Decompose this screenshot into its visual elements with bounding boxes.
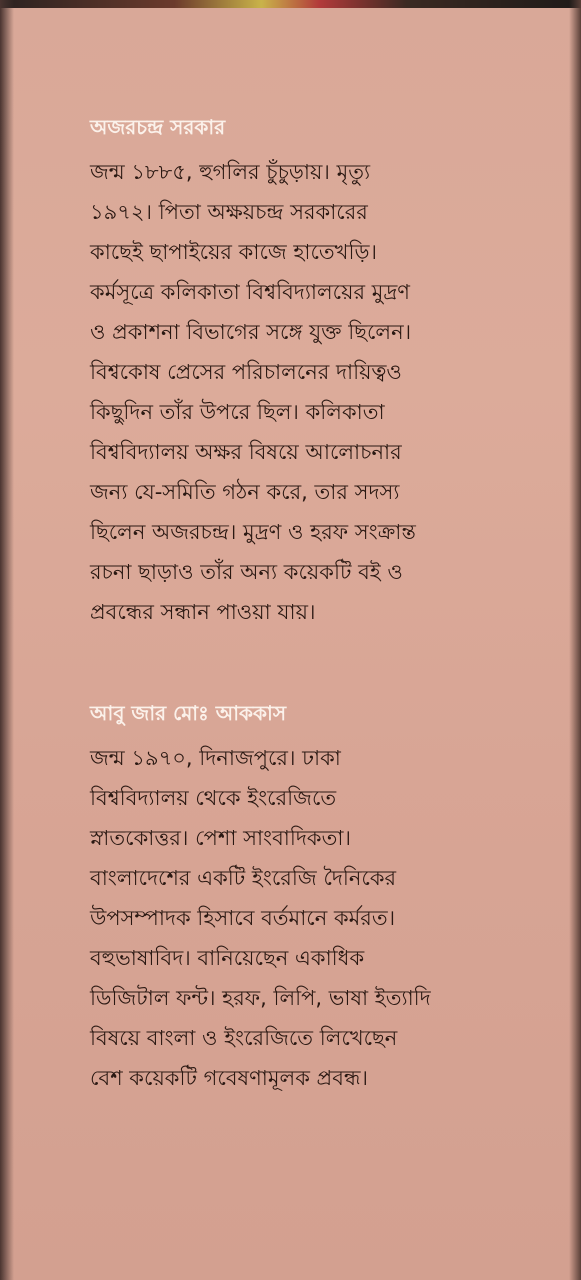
bio-line: বিষয়ে বাংলা ও ইংরেজিতে লিখেছেন <box>90 1026 398 1050</box>
top-edge-strip <box>0 0 581 8</box>
author-bio-text <box>90 152 550 632</box>
bio-line: বহুভাষাবিদ। বানিয়েছেন একাধিক <box>90 946 365 970</box>
left-edge-shadow <box>0 0 14 1280</box>
bio-line: ছিলেন অজরচন্দ্র। মুদ্রণ ও হরফ সংক্রান্ত <box>90 520 416 544</box>
bio-line: জন্ম ১৯৭০, দিনাজপুরে। ঢাকা <box>90 746 341 770</box>
bio-line: স্নাতকোত্তর। পেশা সাংবাদিকতা। <box>90 826 351 850</box>
bio-line: বিশ্ববিদ্যালয় থেকে ইংরেজিতে <box>90 786 337 810</box>
bio-line: বেশ কয়েকটি গবেষণামূলক প্রবন্ধ। <box>90 1066 369 1090</box>
bio-line: কাছেই ছাপাইয়ের কাজে হাতেখড়ি। <box>90 240 377 264</box>
bio-line: বিশ্বকোষ প্রেসের পরিচালনের দায়িত্বও <box>90 360 402 384</box>
bio-line: বাংলাদেশের একটি ইংরেজি দৈনিকের <box>90 866 397 890</box>
bio-line: উপসম্পাদক হিসাবে বর্তমানে কর্মরত। <box>90 906 396 930</box>
right-edge-shadow <box>569 0 581 1280</box>
bio-line: কর্মসূত্রে কলিকাতা বিশ্ববিদ্যালয়ের মুদ্রণ <box>90 280 411 304</box>
bio-line: ও প্রকাশনা বিভাগের সঙ্গে যুক্ত ছিলেন। <box>90 320 412 344</box>
bio-line: জন্ম ১৮৮৫, হুগলির চুঁচুড়ায়। মৃত্যু <box>90 160 371 184</box>
bio-line: কিছুদিন তাঁর উপরে ছিল। কলিকাতা <box>90 400 385 424</box>
bio-line: ১৯৭২। পিতা অক্ষয়চন্দ্র সরকারের <box>90 200 368 224</box>
bio-line: ডিজিটাল ফন্ট। হরফ, লিপি, ভাষা ইত্যাদি <box>90 986 431 1010</box>
bio-line: প্রবন্ধের সন্ধান পাওয়া যায়। <box>90 600 316 624</box>
author-bio-text <box>90 738 550 1098</box>
author-name: আবু জার মোঃ আককাস <box>90 701 287 725</box>
bio-line: বিশ্ববিদ্যালয় অক্ষর বিষয়ে আলোচনার <box>90 440 402 464</box>
bio-line: রচনা ছাড়াও তাঁর অন্য কয়েকটি বই ও <box>90 560 403 584</box>
author-bio-ajarchandra <box>90 112 550 632</box>
author-bio-abu-zar <box>90 698 550 1098</box>
author-name: অজরচন্দ্র সরকার <box>90 115 226 139</box>
bio-line: জন্য যে-সমিতি গঠন করে, তার সদস্য <box>90 480 400 504</box>
